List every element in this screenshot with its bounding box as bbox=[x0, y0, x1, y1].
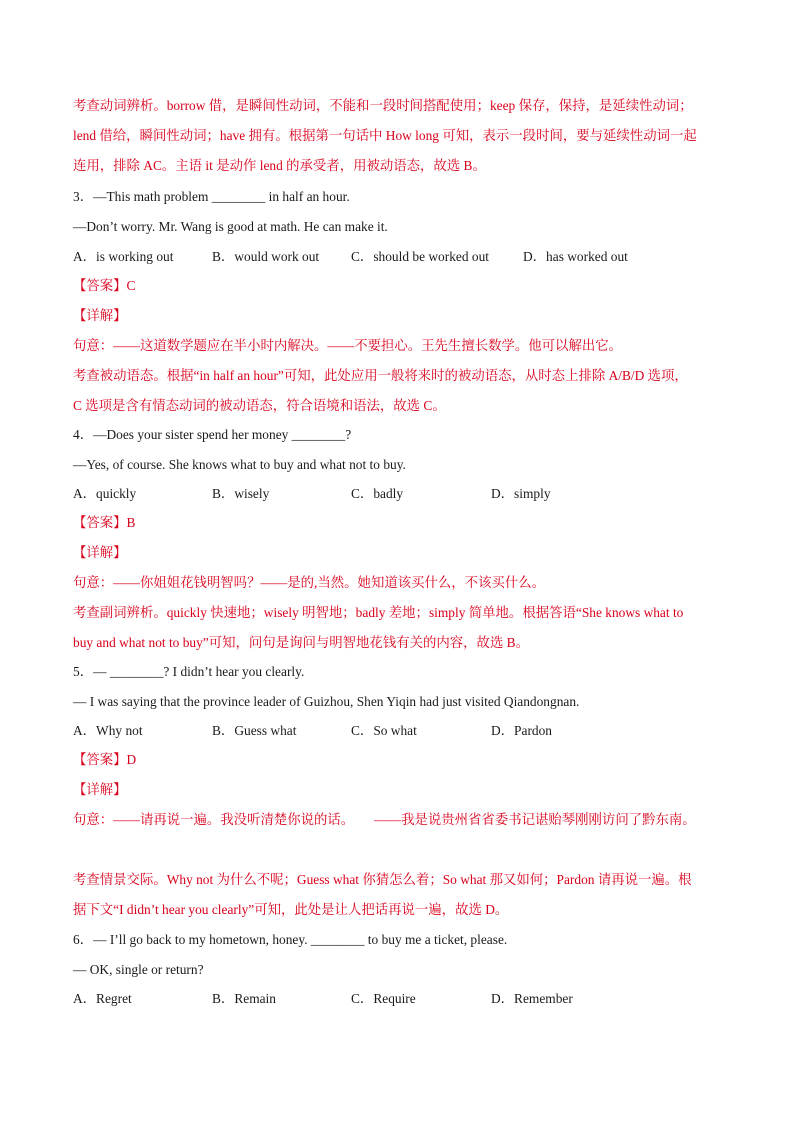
q5-explanation-line-3: 据下文“I didn’t hear you clearly”可知，此处是让人把话再说一遍，故选 D。 bbox=[73, 902, 509, 917]
q5-option-d: D．Pardon bbox=[491, 723, 552, 738]
q4-stem-line-2: —Yes, of course. She knows what to buy and what not to buy. bbox=[73, 457, 406, 472]
q4-answer: 【答案】B bbox=[73, 515, 136, 530]
intro-line-3: 连用，排除 AC。主语 it 是动作 lend 的承受者，用被动语态，故选 B。 bbox=[73, 158, 486, 173]
q3-detail-label: 【详解】 bbox=[73, 308, 127, 323]
q5-option-b: B．Guess what bbox=[212, 723, 297, 738]
q3-answer: 【答案】C bbox=[73, 278, 136, 293]
q5-explanation-line-1: 句意：——请再说一遍。我没听清楚你说的话。 ——我是说贵州省省委书记谌贻琴刚刚访问了黔东南。 bbox=[73, 812, 696, 827]
q5-option-c: C．So what bbox=[351, 723, 417, 738]
intro-line-2: lend 借给，瞬间性动词；have 拥有。根据第一句话中 How long 可知，表示一段时间，要与延续性动词一起 bbox=[73, 128, 697, 143]
q4-explanation-line-3: buy and what not to buy”可知，问句是询问与明智地花钱有关的内容，故选 B。 bbox=[73, 635, 530, 650]
q3-stem-line-2: —Don’t worry. Mr. Wang is good at math. He can make it. bbox=[73, 219, 388, 234]
intro-line-1: 考查动词辨析。borrow 借，是瞬间性动词，不能和一段时间搭配使用；keep 保存，保持，是延续性动词； bbox=[73, 98, 693, 113]
q6-option-c: C．Require bbox=[351, 991, 416, 1006]
q4-option-a: A．quickly bbox=[73, 486, 137, 501]
q4-option-d: D．simply bbox=[491, 486, 551, 501]
q3-explanation-line-2: 考查被动语态。根据“in half an hour”可知，此处应用一般将来时的被动语态，从时态上排除 A/B/D 选项， bbox=[73, 368, 688, 383]
q6-stem-line-2: — OK, single or return? bbox=[73, 962, 204, 977]
q3-option-a: A．is working out bbox=[73, 249, 174, 264]
q3-option-c: C．should be worked out bbox=[351, 249, 489, 264]
q4-stem-line-1: 4．—Does your sister spend her money ________? bbox=[73, 427, 352, 442]
q3-stem-line-1: 3．—This math problem ________ in half an hour. bbox=[73, 189, 350, 204]
q5-answer: 【答案】D bbox=[73, 752, 137, 767]
q5-explanation-line-2: 考查情景交际。Why not 为什么不呢；Guess what 你猜怎么着；So what 那又如何；Pardon 请再说一遍。根 bbox=[73, 872, 692, 887]
q6-option-b: B．Remain bbox=[212, 991, 276, 1006]
q4-explanation-line-2: 考查副词辨析。quickly 快速地；wisely 明智地；badly 差地；simply 简单地。根据答语“She knows what to bbox=[73, 605, 684, 620]
q3-explanation-line-3: C 选项是含有情态动词的被动语态，符合语境和语法，故选 C。 bbox=[73, 398, 446, 413]
q4-option-b: B．wisely bbox=[212, 486, 270, 501]
q6-option-d: D．Remember bbox=[491, 991, 573, 1006]
q5-detail-label: 【详解】 bbox=[73, 782, 127, 797]
q3-explanation-line-1: 句意：——这道数学题应在半小时内解决。——不要担心。王先生擅长数学。他可以解出它。 bbox=[73, 338, 623, 353]
q4-option-c: C．badly bbox=[351, 486, 404, 501]
q5-stem-line-1: 5．— ________? I didn’t hear you clearly. bbox=[73, 664, 305, 679]
q6-option-a: A．Regret bbox=[73, 991, 132, 1006]
q5-option-a: A．Why not bbox=[73, 723, 143, 738]
q4-detail-label: 【详解】 bbox=[73, 545, 127, 560]
q3-option-b: B．would work out bbox=[212, 249, 320, 264]
q4-explanation-line-1: 句意：——你姐姐花钱明智吗？——是的,当然。她知道该买什么，不该买什么。 bbox=[73, 575, 546, 590]
q3-option-d: D．has worked out bbox=[523, 249, 628, 264]
q5-stem-line-2: — I was saying that the province leader of Guizhou, Shen Yiqin had just visited Qiandongnan. bbox=[73, 694, 580, 709]
q6-stem-line-1: 6．— I’ll go back to my hometown, honey. ________ to buy me a ticket, please. bbox=[73, 932, 508, 947]
